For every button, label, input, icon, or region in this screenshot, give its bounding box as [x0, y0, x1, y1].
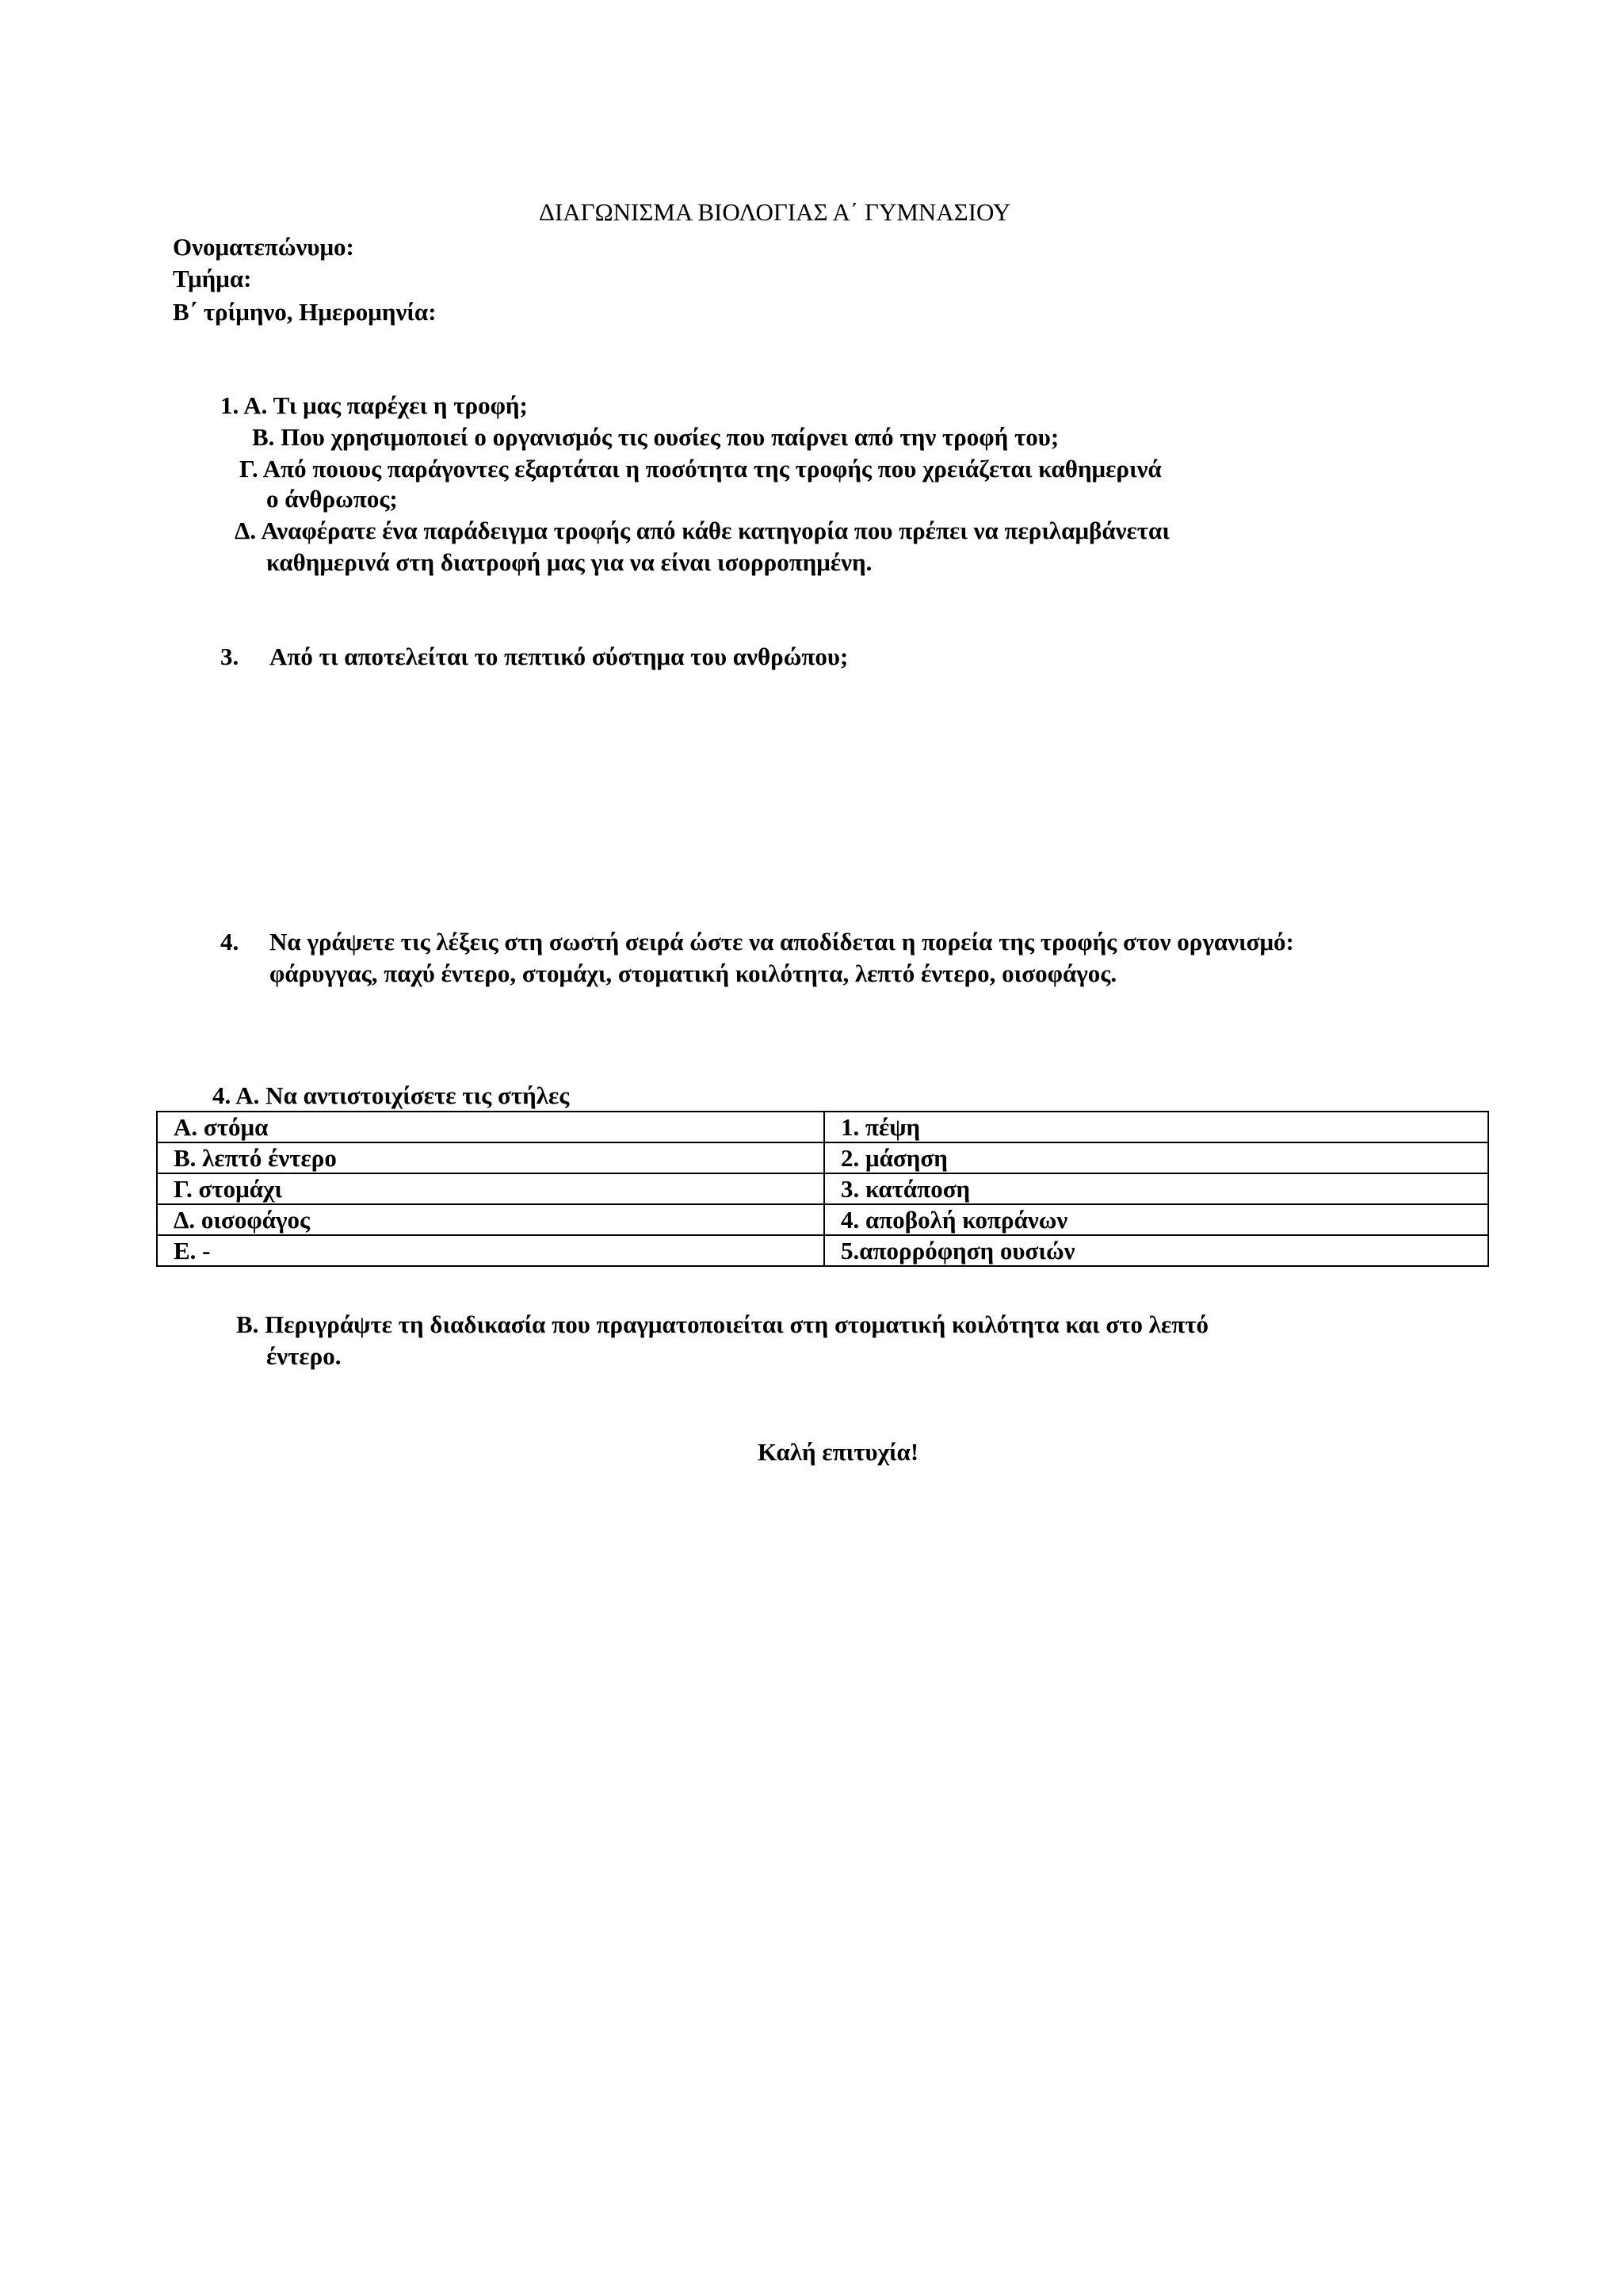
- table-cell-right: 5.απορρόφηση ουσιών: [824, 1235, 1488, 1266]
- question-3-number: 3.: [220, 643, 239, 670]
- term-date-label: Β΄ τρίμηνο, Ημερομηνία:: [173, 298, 437, 326]
- matching-table: [156, 1111, 1489, 1267]
- table-cell-right: 4. αποβολή κοπράνων: [824, 1204, 1488, 1235]
- question-1d-line2: καθημερινά στη διατροφή μας για να είναι ισορροπημένη.: [266, 548, 873, 576]
- table-cell-right: 2. μάσηση: [824, 1142, 1488, 1173]
- question-1b: Β. Που χρησιμοποιεί ο οργανισμός τις ουσίες που παίρνει από την τροφή του;: [252, 423, 1060, 451]
- table-row: [157, 1173, 1488, 1204]
- question-4-line1: Να γράψετε τις λέξεις στη σωστή σειρά ώστε να αποδίδεται η πορεία της τροφής στον οργανισμό:: [269, 928, 1294, 955]
- table-cell-right: 3. κατάποση: [824, 1173, 1488, 1204]
- page-title: ΔΙΑΓΩΝΙΣΜΑ ΒΙΟΛΟΓΙΑΣ Α΄ ΓΥΜΝΑΣΙΟΥ: [539, 198, 1011, 226]
- class-label: Τμήμα:: [173, 265, 252, 292]
- question-4a-heading: 4. Α. Να αντιστοιχίσετε τις στήλες: [212, 1081, 570, 1109]
- question-3-text: Από τι αποτελείται το πεπτικό σύστημα του ανθρώπου;: [269, 643, 849, 670]
- table-cell-left: Δ. οισοφάγος: [157, 1204, 824, 1235]
- table-row: [157, 1112, 1488, 1142]
- question-1d-line1: Δ. Αναφέρατε ένα παράδειγμα τροφής από κάθε κατηγορία που πρέπει να περιλαμβάνεται: [235, 517, 1170, 544]
- question-1a: 1. Α. Τι μας παρέχει η τροφή;: [220, 391, 528, 419]
- table-row: [157, 1204, 1488, 1235]
- question-4b-line2: έντερο.: [266, 1342, 342, 1370]
- table-row: [157, 1142, 1488, 1173]
- table-cell-left: Γ. στομάχι: [157, 1173, 824, 1204]
- table-cell-left: Ε. -: [157, 1235, 824, 1266]
- name-label: Ονοματεπώνυμο:: [173, 233, 354, 261]
- question-4-number: 4.: [220, 928, 239, 955]
- question-1c-line2: ο άνθρωπος;: [266, 485, 398, 513]
- table-cell-left: Β. λεπτό έντερο: [157, 1142, 824, 1173]
- table-cell-right: 1. πέψη: [824, 1112, 1488, 1142]
- table-cell-left: Α. στόμα: [157, 1112, 824, 1142]
- table-row: [157, 1235, 1488, 1266]
- question-4b-line1: Β. Περιγράψτε τη διαδικασία που πραγματοποιείται στη στοματική κοιλότητα και στο λεπτό: [236, 1310, 1209, 1338]
- question-1c-line1: Γ. Από ποιους παράγοντες εξαρτάται η ποσότητα της τροφής που χρειάζεται καθημερινά: [239, 455, 1162, 482]
- question-4-line2: φάρυγγας, παχύ έντερο, στομάχι, στοματική κοιλότητα, λεπτό έντερο, οισοφάγος.: [269, 959, 1117, 987]
- closing-wish: Καλή επιτυχία!: [758, 1438, 919, 1466]
